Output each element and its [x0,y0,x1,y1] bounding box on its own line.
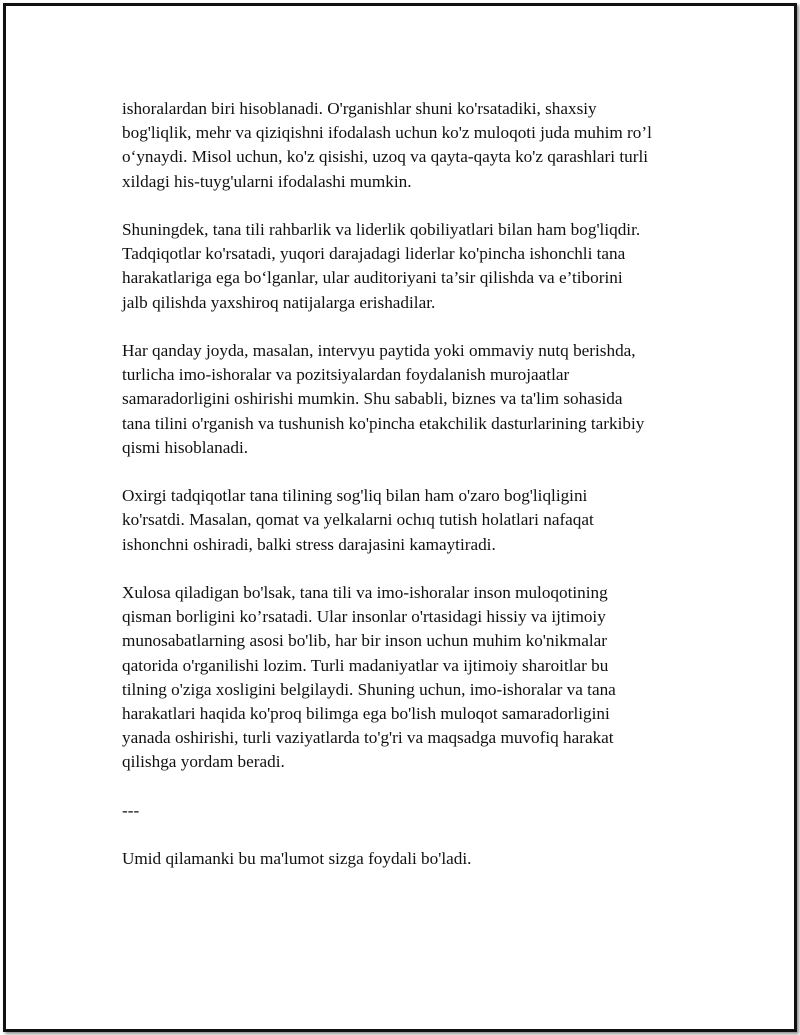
document-body [122,97,712,896]
text-line: xildagi his-tuyg'ularni ifodalashi mumkin. [122,171,412,191]
text-line: Oxirgi tadqiqotlar tana tilining sog'liq bilan ham o'zaro bog'liqligini [122,486,588,506]
body-paragraph [122,218,712,315]
text-line: bog'liqlik, mehr va qiziqishni ifodalash uchun ko'z muloqoti juda muhim ro’l [122,123,652,143]
text-line: o‘ynaydi. Misol uchun, ko'z qisishi, uzoq va qayta-qayta ko'z qarashlari turli [122,147,648,167]
text-line: qilishga yordam beradi. [122,752,285,772]
body-paragraph [122,581,712,775]
text-line: munosabatlarning asosi bo'lib, har bir inson uchun muhim ko'nikmalar [122,631,607,651]
text-line: Xulosa qiladigan bo'lsak, tana tili va imo-ishoralar inson muloqotining [122,583,608,602]
body-paragraph [122,484,712,557]
text-line: jalb qilishda yaxshiroq natijalarga erishadilar. [122,292,436,312]
text-line: Umid qilamanki bu ma'lumot sizga foydali bo'ladi. [122,849,472,869]
separator [122,799,712,823]
text-line: yanada oshirishi, turli vaziyatlarda to'g'ri va maqsadga muvofiq harakat [122,728,614,748]
text-line: qatorida o'rganilishi lozim. Turli madaniyatlar va ijtimoiy sharoitlar bu [122,655,609,675]
closing-paragraph [122,847,712,871]
text-line: Har qanday joyda, masalan, intervyu paytida yoki ommaviy nutq berishda, [122,341,636,360]
text-line: ishoralardan biri hisoblanadi. O'rganishlar shuni ko'rsatadiki, shaxsiy [122,99,597,118]
text-line: harakatlari haqida ko'proq bilimga ega bo'lish muloqot samaradorligini [122,704,610,724]
text-line: qisman borligini ko’rsatadi. Ular insonlar o'rtasidagi hissiy va ijtimoiy [122,607,606,627]
text-line: Tadqiqotlar ko'rsatadi, yuqori darajadagi liderlar ko'pincha ishonchli tana [122,244,626,264]
text-line: qismi hisoblanadi. [122,437,249,457]
body-paragraph [122,97,712,194]
text-line: harakatlariga ega bo‘lganlar, ular auditoriyani ta’sir qilishda va e’tiborini [122,268,623,288]
text-line: Shuningdek, tana tili rahbarlik va liderlik qobiliyatlari bilan ham bog'liqdir. [122,220,641,239]
text-line: tana tilini o'rganish va tushunish ko'pincha etakchilik dasturlarining tarkibiy [122,413,645,433]
text-line: ishonchni oshiradi, balki stress darajasini kamaytiradi. [122,534,496,554]
text-line: tilning o'ziga xosligini belgilaydi. Shuning uchun, imo-ishoralar va tana [122,679,616,699]
body-paragraph [122,339,712,460]
text-line: turlicha imo-ishoralar va pozitsiyalardan foydalanish murojaatlar [122,365,570,385]
text-line: ko'rsatdi. Masalan, qomat va yelkalarni ochıq tutish holatlari nafaqat [122,510,594,530]
document-page [3,3,797,1032]
text-line: samaradorligini oshirishi mumkin. Shu sababli, biznes va ta'lim sohasida [122,389,623,409]
text-line: --- [122,800,140,820]
